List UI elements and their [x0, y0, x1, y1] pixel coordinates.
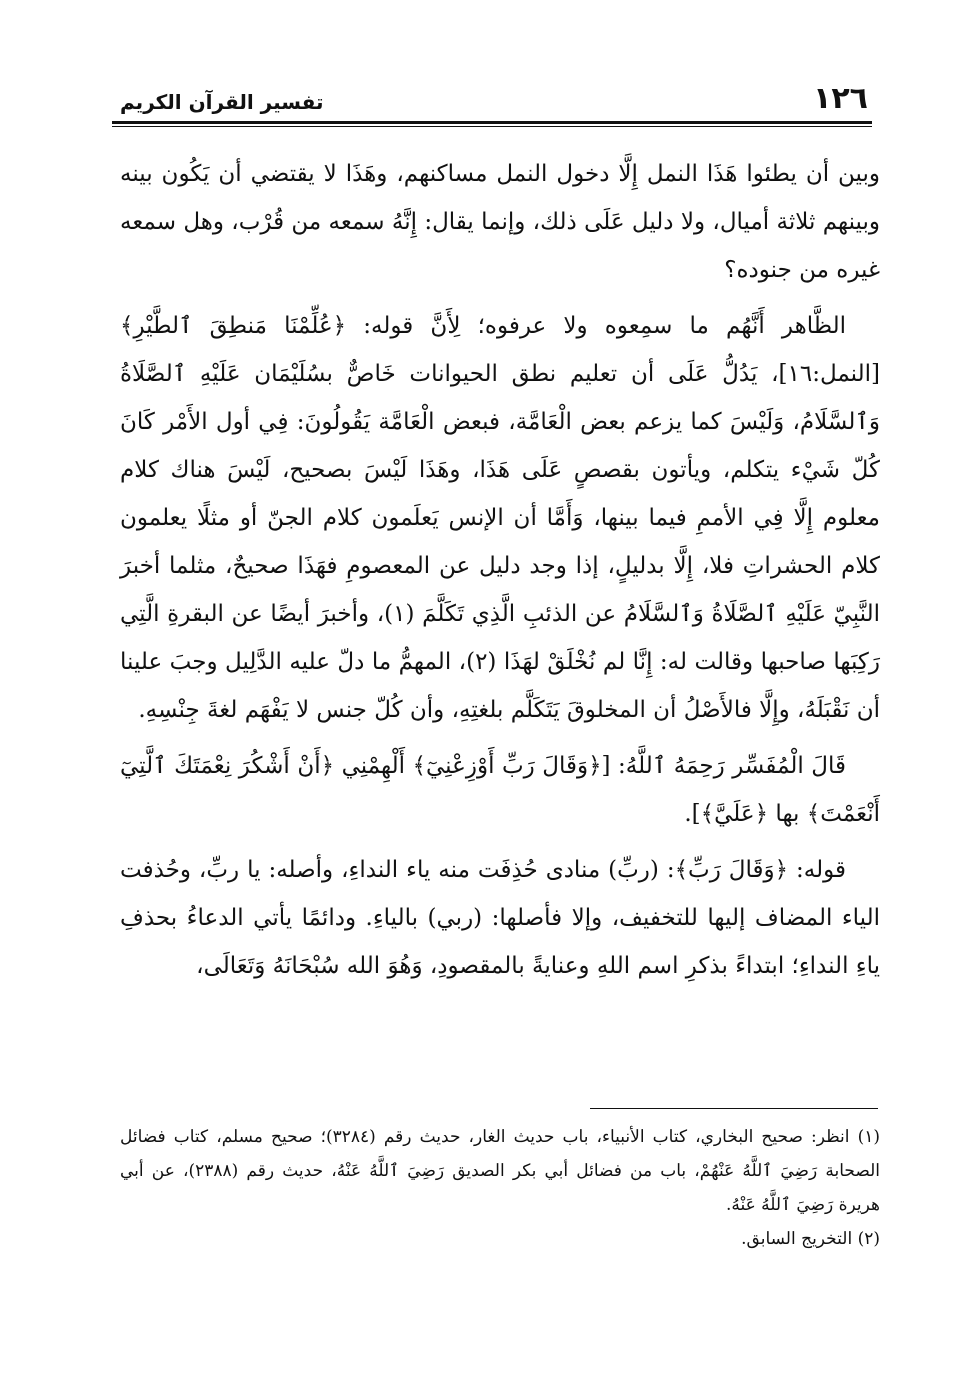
main-text — [120, 150, 880, 998]
paragraph-2: الظَّاهر أَنَّهُم ما سمِعوه ولا عرفوه؛ لِأَنَّ قوله: ﴿عُلِّمْنَا مَنطِقَ ٱلطَّيْرِ﴾ [النمل:١٦]، يَدُلُّ عَلَى أن تعليم نطق الحيوانات خَاصٌّ بسُلَيْمَان عَلَيْهِ ٱلصَّلَاةُ وَٱلسَّلَامُ، وَلَيْسَ كما يزعم بعض الْعَامَّة، فبعض الْعَامَّة يَقُولُونَ: فِي أول الأَمْر كَانَ كُلّ شَيْء يتكلم، ويأتون بقصصٍ عَلَى هَذَا، وهَذَا لَيْسَ بصحيح، لَيْسَ هناك كلام معلوم إِلَّا فِي الأممِ فيما بينها، وَأَمَّا أن الإنس يَعلَمون كلام الجنّ أو مثلًا يعلمون كلام الحشراتِ فلا، إِلَّا بدليلٍ، إذا وجد دليل عن المعصومِ فهَذَا صحيحٌ، مثلما أخبرَ النَّبِيّ عَلَيْهِ ٱلصَّلَاةُ وَٱلسَّلَامُ عن الذئبِ الَّذِي تَكَلَّمَ (١)، وأخبرَ أيضًا عن البقرةِ الَّتِي رَكِبَها صاحبها وقالت له: إِنَّا لم نُخْلَقْ لهَذَا (٢)، المهمُّ ما دلّ عليه الدَّلِيل وجبَ علينا أن نَقْبَلَهُ، وإِلَّا فالأَصْلُ أن المخلوقَ يَتَكَلَّم بلغتِهِ، وأن كُلّ جنس لا يَفْهَم لغةَ جِنْسِهِ. — [120, 313, 881, 723]
header-rule — [112, 121, 872, 127]
paragraph-3: قَالَ الْمُفَسِّر رَحِمَهُ ٱللَّهُ: [﴿وَقَالَ رَبِّ أَوْزِعْنِيٓ﴾ أَلْهِمْنِي ﴿أَنْ أَشْكُرَ نِعْمَتَكَ ٱلَّتِيٓ أَنْعَمْتَ﴾ بها ﴿عَلَيَّ﴾]. — [120, 753, 880, 827]
paragraph-1: وبين أن يطئوا هَذَا النمل إِلَّا دخول النمل مساكنهم، وهَذَا لا يقتضي أن يَكُون بينه وبينهم ثلاثة أميال، ولا دليل عَلَى ذلك، وإنما يقال: إِنَّهُ سمعه من قُرْب، وهل سمعه غيره من جنوده؟ — [120, 161, 880, 283]
footnote-separator — [590, 1108, 878, 1109]
footnote-1: (١) انظر: صحيح البخاري، كتاب الأنبياء، باب حديث الغار، حديث رقم (٣٢٨٤)؛ صحيح مسلم، كتاب فضائل الصحابة رَضِيَ ٱللَّهُ عَنْهُمْ، باب من فضائل أبي بكر الصديق رَضِيَ ٱللَّهُ عَنْهُ، حديث رقم (٢٣٨٨)، عن أبي هريرة رَضِيَ ٱللَّهُ عَنْهُ. — [120, 1127, 880, 1215]
page-number: ١٢٦ — [813, 81, 868, 116]
paragraph-4: قوله: ﴿وَقَالَ رَبِّ﴾: (ربِّ) منادى حُذِفَت منه ياء النداءِ، وأصله: يا ربِّ، وحُذفت الياء المضاف إليها للتخفيف، وإلا فأصلها: (ربي) بالياءِ. ودائمًا يأتي الدعاءُ بحذفِ ياءِ النداءِ؛ ابتداءً بذكرِ اسم اللهِ وعنايةً بالمقصودِ، وَهُوَ الله سُبْحَانَهُ وَتَعَالَى، — [120, 857, 880, 979]
page-header — [120, 76, 868, 116]
footnote-2: (٢) التخريج السابق. — [741, 1229, 880, 1249]
running-title: تفسير القرآن الكريم — [120, 90, 324, 114]
footnotes — [120, 1120, 880, 1256]
